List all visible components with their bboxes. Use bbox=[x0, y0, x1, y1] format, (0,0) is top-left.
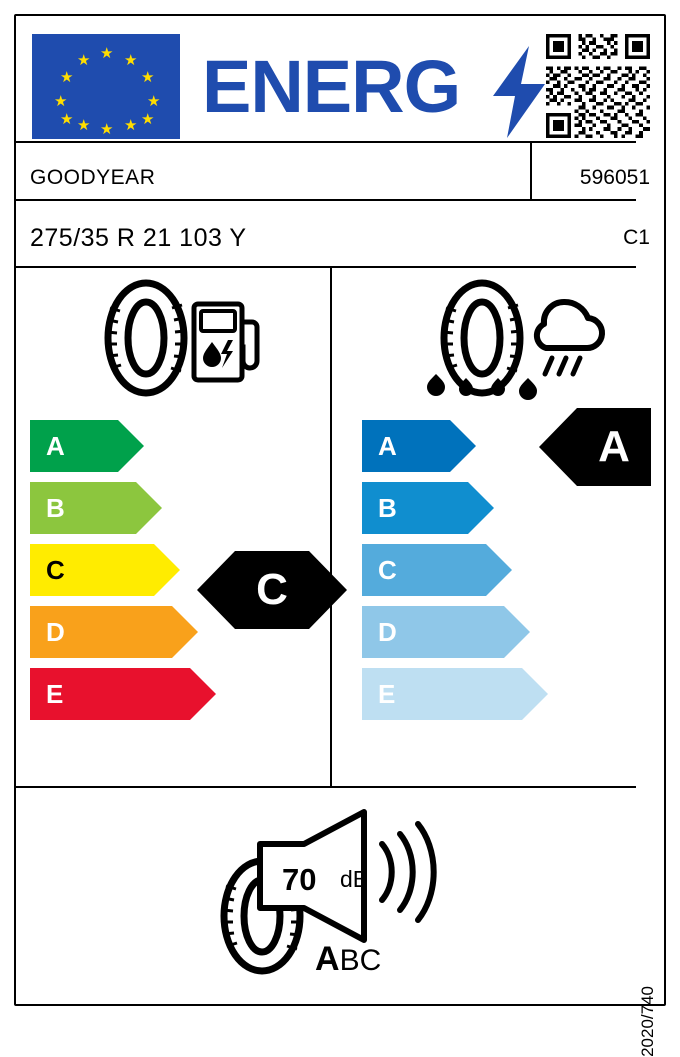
tyre-rain-cloud-icon bbox=[420, 278, 610, 398]
grade-row bbox=[30, 668, 190, 720]
fuel-efficiency-scale bbox=[30, 420, 190, 730]
wet-grade-e-label: E bbox=[378, 678, 396, 709]
arrow-tip-icon bbox=[309, 551, 347, 629]
wet-grade-d-label: D bbox=[378, 616, 397, 647]
grade-row bbox=[30, 544, 190, 596]
fuel-grade-a bbox=[30, 420, 118, 472]
tyre-fuel-pump-icon bbox=[88, 278, 268, 398]
divider-brand bbox=[16, 199, 636, 201]
fuel-efficiency-result bbox=[235, 551, 309, 629]
vertical-divider bbox=[330, 268, 332, 788]
wet-grade-c-label: C bbox=[378, 554, 397, 585]
fuel-grade-e bbox=[30, 668, 190, 720]
fuel-grade-b-label: B bbox=[46, 492, 65, 523]
fuel-grade-c bbox=[30, 544, 154, 596]
fuel-grade-d bbox=[30, 606, 172, 658]
label-header bbox=[16, 16, 636, 141]
brand-name: GOODYEAR bbox=[30, 166, 156, 189]
tyre-class-code: C1 bbox=[623, 226, 650, 249]
eu-flag-icon: ★ ★ ★ ★ ★ ★ ★ ★ ★ ★ ★ ★ bbox=[32, 34, 180, 139]
fuel-grade-d-label: D bbox=[46, 616, 65, 647]
divider-noise bbox=[16, 786, 636, 788]
tyre-size: 275/35 R 21 103 Y bbox=[30, 224, 247, 252]
fuel-grade-e-label: E bbox=[46, 678, 64, 709]
qr-code-icon bbox=[546, 34, 650, 138]
fuel-grade-a-label: A bbox=[46, 430, 65, 461]
arrow-tip-icon bbox=[154, 544, 180, 596]
noise-value: 70 bbox=[282, 862, 317, 897]
grade-row bbox=[30, 482, 190, 534]
arrow-tail-icon bbox=[197, 551, 235, 629]
divider-size bbox=[16, 266, 636, 268]
arrow-tip-icon bbox=[172, 606, 198, 658]
noise-class bbox=[315, 940, 381, 979]
wet-grade-a bbox=[362, 420, 450, 472]
energy-title: ENERG bbox=[202, 45, 461, 128]
arrow-tip-icon bbox=[190, 668, 216, 720]
arrow-tail-icon bbox=[539, 408, 577, 486]
noise-unit: dB bbox=[340, 866, 369, 892]
wet-grip-scale bbox=[362, 420, 522, 730]
wet-grade-a-label: A bbox=[378, 430, 397, 461]
noise-section bbox=[200, 808, 460, 993]
grade-row bbox=[362, 482, 522, 534]
arrow-tip-icon bbox=[522, 668, 548, 720]
grade-row bbox=[362, 420, 522, 472]
wet-grip-result bbox=[577, 408, 651, 486]
lightning-bolt-icon bbox=[493, 46, 545, 138]
arrow-tip-icon bbox=[450, 420, 476, 472]
arrow-tip-icon bbox=[504, 606, 530, 658]
fuel-grade-c-label: C bbox=[46, 554, 65, 585]
wet-grade-b-label: B bbox=[378, 492, 397, 523]
fuel-result-label: C bbox=[256, 565, 288, 614]
noise-class-rest: BC bbox=[339, 944, 382, 977]
arrow-tip-icon bbox=[468, 482, 494, 534]
grade-row bbox=[362, 606, 522, 658]
serial-number: 596051 bbox=[579, 166, 650, 189]
wet-grade-b bbox=[362, 482, 468, 534]
grade-row bbox=[30, 606, 190, 658]
wet-grade-d bbox=[362, 606, 504, 658]
wet-grade-e bbox=[362, 668, 522, 720]
grade-row bbox=[362, 544, 522, 596]
grade-row bbox=[30, 420, 190, 472]
regulation-number: 2020/740 bbox=[638, 986, 657, 1057]
grade-row bbox=[362, 668, 522, 720]
arrow-tip-icon bbox=[136, 482, 162, 534]
wet-result-label: A bbox=[598, 422, 630, 471]
fuel-grade-b bbox=[30, 482, 136, 534]
noise-class-active: A bbox=[315, 940, 340, 978]
arrow-tip-icon bbox=[486, 544, 512, 596]
wet-grade-c bbox=[362, 544, 486, 596]
arrow-tip-icon bbox=[118, 420, 144, 472]
